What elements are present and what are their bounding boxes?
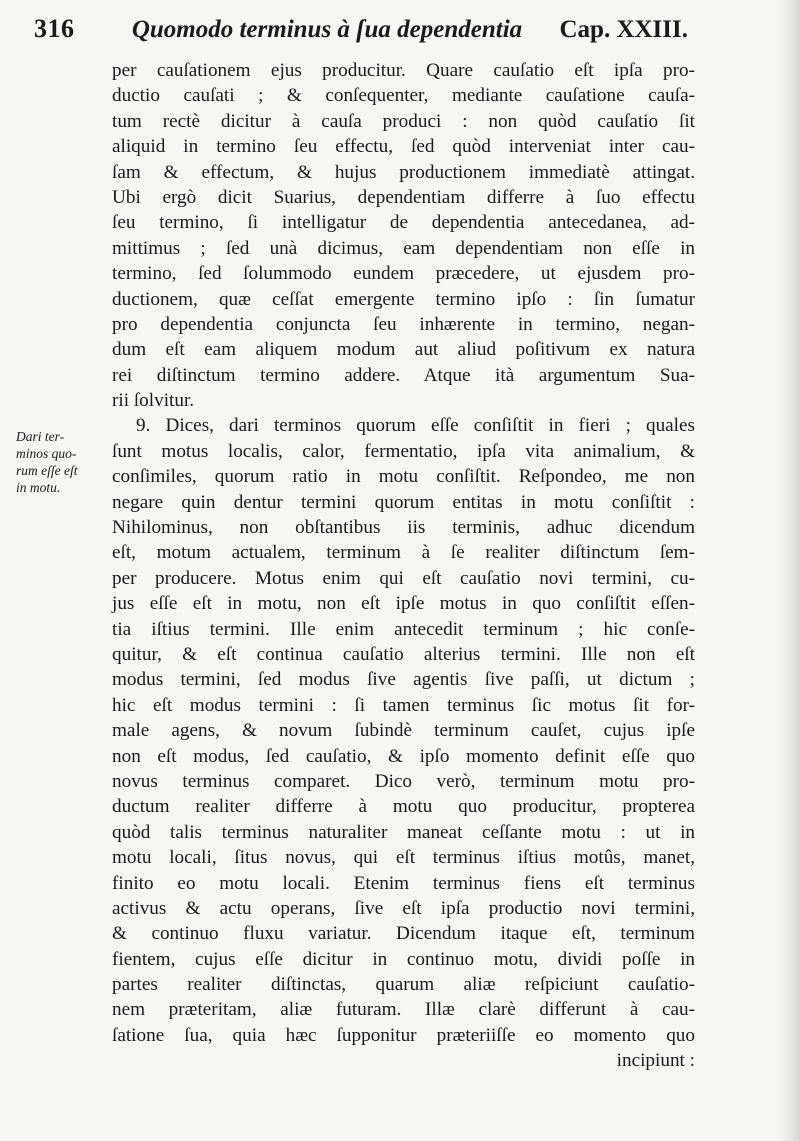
text-line: ſunt motus localis, calor, fermentatio, ipſa vita animalium, & <box>112 440 695 462</box>
text-line: conſimiles, quorum ratio in motu conſiſtit. Reſpondeo, me non <box>112 466 695 488</box>
text-line: ſeu termino, ſi intelligatur de dependentia antecedanea, ad- <box>112 212 695 234</box>
text-line: activus & actu operans, ſive eſt ipſa productio novi termini, <box>112 897 695 919</box>
text-line: ductionem, quæ ceſſat emergente termino ipſo : ſin ſumatur <box>112 288 695 310</box>
text-line: termino, ſed ſolummodo eundem præcedere, ut ejusdem pro- <box>112 263 695 285</box>
text-line: partes realiter diſtinctas, quarum aliæ reſpiciunt cauſatio- <box>112 974 695 996</box>
text-line: dum eſt eam aliquem modum aut aliud poſitivum ex natura <box>112 339 695 361</box>
text-line: hic eſt modus termini : ſi tamen terminus ſic motus ſit for- <box>112 694 695 716</box>
text-line: eſt, motum actualem, terminum à ſe realiter diſtinctum ſem- <box>112 542 695 564</box>
running-title: Quomodo terminus à ſua dependentia <box>131 16 523 43</box>
text-line: ductio cauſati ; & conſequenter, mediante cauſatione cauſa- <box>112 85 695 107</box>
body-text <box>112 58 695 1074</box>
text-line: quitur, & eſt continua cauſatio alterius termini. Ille non eſt <box>112 643 695 665</box>
text-line: per cauſationem ejus producitur. Quare cauſatio eſt ipſa pro- <box>112 60 695 81</box>
text-line: aliquid in termino ſeu effectu, ſed quòd interveniat inter cau- <box>112 136 695 158</box>
catchword: incipiunt : <box>616 1050 695 1072</box>
text-line: non eſt modus, ſed cauſatio, & ipſo momento definit eſſe quo <box>112 745 695 767</box>
marginal-note <box>16 428 106 496</box>
chapter-label: Cap. XXIII. <box>559 16 688 43</box>
marginal-note-line: rum eſſe eſt <box>16 463 78 478</box>
text-line: novus terminus comparet. Dico verò, terminum motu pro- <box>112 770 695 792</box>
text-line: tia iſtius termini. Ille enim antecedit terminum ; hic conſe- <box>112 618 695 640</box>
text-line: mittimus ; ſed unà dicimus, eam dependentiam non eſſe in <box>112 237 695 259</box>
text-line: finito eo motu locali. Etenim terminus fiens eſt terminus <box>112 872 695 894</box>
paragraph-start-line: 9. Dices, dari terminos quorum eſſe conſiſtit in fieri ; quales <box>136 415 695 437</box>
text-line: ſam & effectum, & hujus productionem immediatè attingat. <box>112 161 695 183</box>
text-line: pro dependentia conjuncta ſeu inhærente in termino, negan- <box>112 313 695 335</box>
page-edge-shadow <box>778 0 800 1141</box>
text-line: Ubi ergò dicit Suarius, dependentiam differre à ſuo effectu <box>112 186 695 208</box>
page-header <box>34 14 688 50</box>
marginal-note-line: in motu. <box>16 480 61 495</box>
text-line: quòd talis terminus naturaliter maneat ceſſante motu : ut in <box>112 821 695 843</box>
text-line: motu locali, ſitus novus, qui eſt terminus iſtius motûs, manet, <box>112 847 695 869</box>
text-line: rei diſtinctum termino addere. Atque ità argumentum Sua- <box>112 364 695 386</box>
page-number: 316 <box>34 14 75 43</box>
text-line: negare quin dentur termini quorum entitas in motu conſiſtit : <box>112 491 695 513</box>
text-line: male agens, & novum ſubindè terminum cauſet, cujus ipſe <box>112 720 695 742</box>
text-line: per producere. Motus enim qui eſt cauſatio novi termini, cu- <box>112 567 695 589</box>
text-line: ſatione ſua, quia hæc ſupponitur præteriiſſe eo momento quo <box>112 1024 695 1046</box>
text-line: ductum realiter differre à motu quo producitur, propterea <box>112 796 695 818</box>
text-line: rii ſolvitur. <box>112 390 195 412</box>
marginal-note-line: minos quo- <box>16 446 77 461</box>
text-line: & continuo fluxu variatur. Dicendum itaque eſt, terminum <box>112 923 695 945</box>
text-line: nem præteritam, aliæ futuram. Illæ clarè differunt à cau- <box>112 999 695 1021</box>
text-line: tum rectè dicitur à cauſa produci : non quòd cauſatio ſit <box>112 110 695 132</box>
text-line: Nihilominus, non obſtantibus iis terminis, adhuc dicendum <box>112 517 695 539</box>
text-line: jus eſſe eſt in motu, non eſt ipſe motus in quo conſiſtit eſſen- <box>112 593 695 615</box>
marginal-note-line: Dari ter- <box>16 429 65 444</box>
text-line: modus termini, ſed modus ſive agentis ſive paſſi, ut dictum ; <box>112 669 695 691</box>
text-line: fientem, cujus eſſe dicitur in continuo motu, dividi poſſe in <box>112 948 695 970</box>
